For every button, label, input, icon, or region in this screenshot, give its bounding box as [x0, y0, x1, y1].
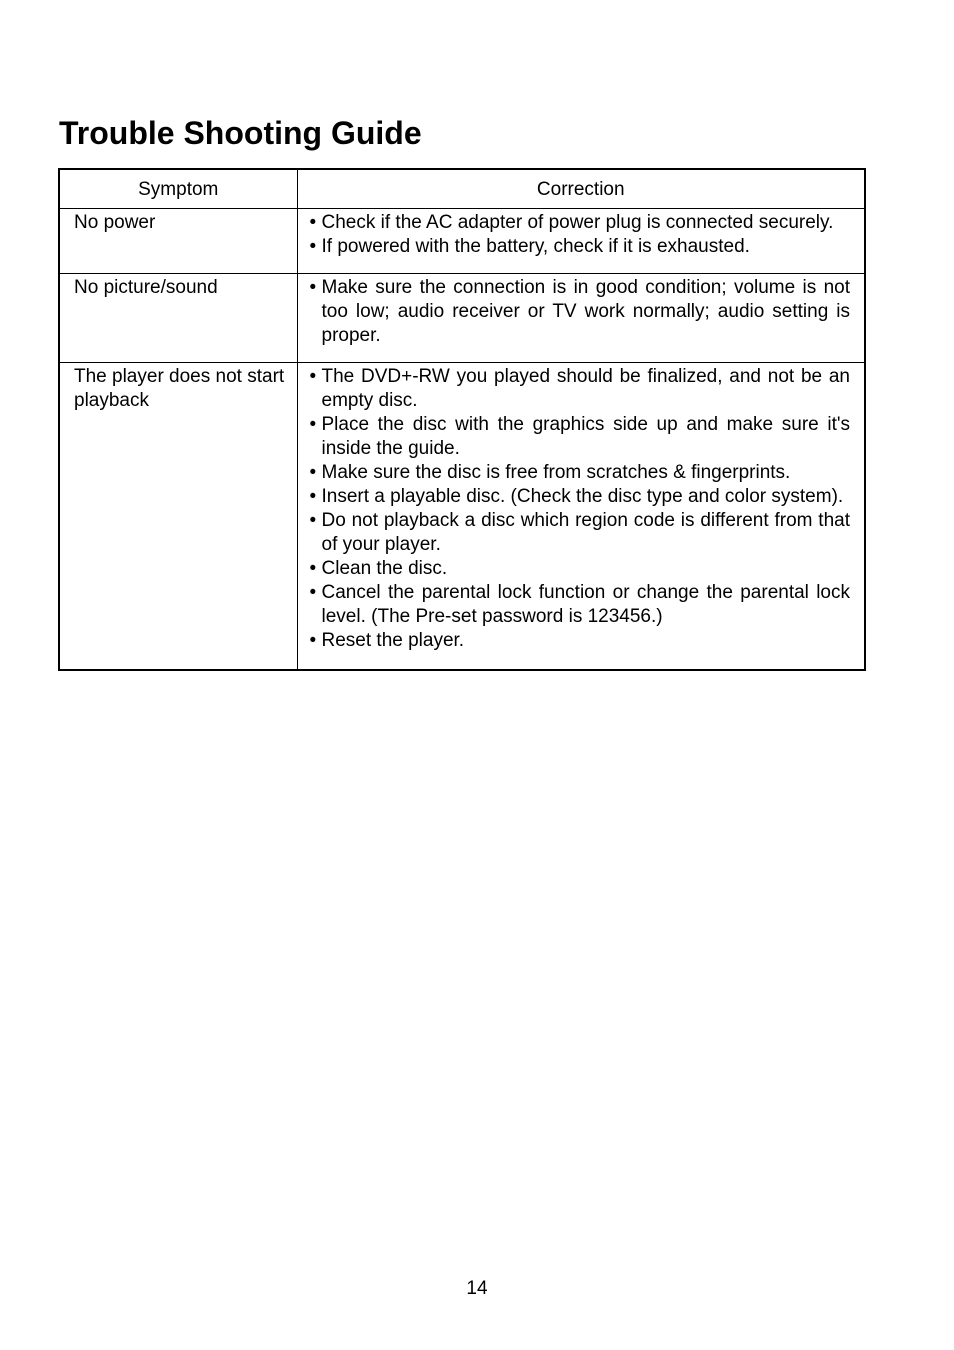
symptom-cell: No power	[59, 209, 297, 274]
symptom-cell: The player does not start playback	[59, 363, 297, 671]
bullet-icon: •	[309, 462, 317, 483]
symptom-column-header: Symptom	[59, 169, 297, 209]
bullet-icon: •	[309, 212, 317, 233]
correction-text: Place the disc with the graphics side up and make sure it's inside the guide.	[321, 414, 850, 459]
bullet-icon: •	[309, 277, 317, 298]
correction-text: Cancel the parental lock function or change the parental lock level. (The Pre-set password is 123456.)	[321, 582, 850, 627]
correction-list	[310, 365, 851, 653]
correction-column-header: Correction	[297, 169, 865, 209]
correction-text: If powered with the battery, check if it is exhausted.	[321, 236, 750, 257]
correction-item	[310, 461, 851, 485]
correction-item	[310, 581, 851, 629]
correction-text: Do not playback a disc which region code is different from that of your player.	[321, 510, 850, 555]
bullet-icon: •	[309, 486, 317, 507]
bullet-icon: •	[309, 366, 317, 387]
correction-item	[310, 235, 851, 259]
troubleshooting-table	[58, 168, 866, 671]
correction-text: Insert a playable disc. (Check the disc type and color system).	[321, 486, 844, 507]
table-header-row	[59, 169, 865, 209]
correction-item	[310, 365, 851, 413]
bullet-icon: •	[309, 558, 317, 579]
bullet-icon: •	[309, 630, 317, 651]
bullet-icon: •	[309, 236, 317, 257]
correction-text: The DVD+-RW you played should be finalized, and not be an empty disc.	[321, 366, 850, 411]
bullet-icon: •	[309, 414, 317, 435]
bullet-icon: •	[309, 582, 317, 603]
correction-list	[310, 211, 851, 259]
table-row	[59, 274, 865, 363]
symptom-cell: No picture/sound	[59, 274, 297, 363]
table-row	[59, 209, 865, 274]
correction-item	[310, 276, 851, 348]
correction-text: Clean the disc.	[321, 558, 448, 579]
page-number: 14	[466, 1278, 488, 1299]
correction-cell	[297, 363, 865, 671]
correction-text: Make sure the disc is free from scratches & fingerprints.	[321, 462, 791, 483]
correction-item	[310, 557, 851, 581]
correction-item	[310, 485, 851, 509]
correction-item	[310, 509, 851, 557]
table-row	[59, 363, 865, 671]
correction-text: Make sure the connection is in good condition; volume is not too low; audio receiver or TV work normally; audio setting is proper.	[321, 277, 850, 346]
correction-item	[310, 413, 851, 461]
correction-text: Check if the AC adapter of power plug is connected securely.	[321, 212, 834, 233]
bullet-icon: •	[309, 510, 317, 531]
correction-list	[310, 276, 851, 348]
correction-cell	[297, 274, 865, 363]
page-title: Trouble Shooting Guide	[59, 115, 422, 151]
correction-item	[310, 211, 851, 235]
correction-item	[310, 629, 851, 653]
correction-cell	[297, 209, 865, 274]
correction-text: Reset the player.	[321, 630, 465, 651]
